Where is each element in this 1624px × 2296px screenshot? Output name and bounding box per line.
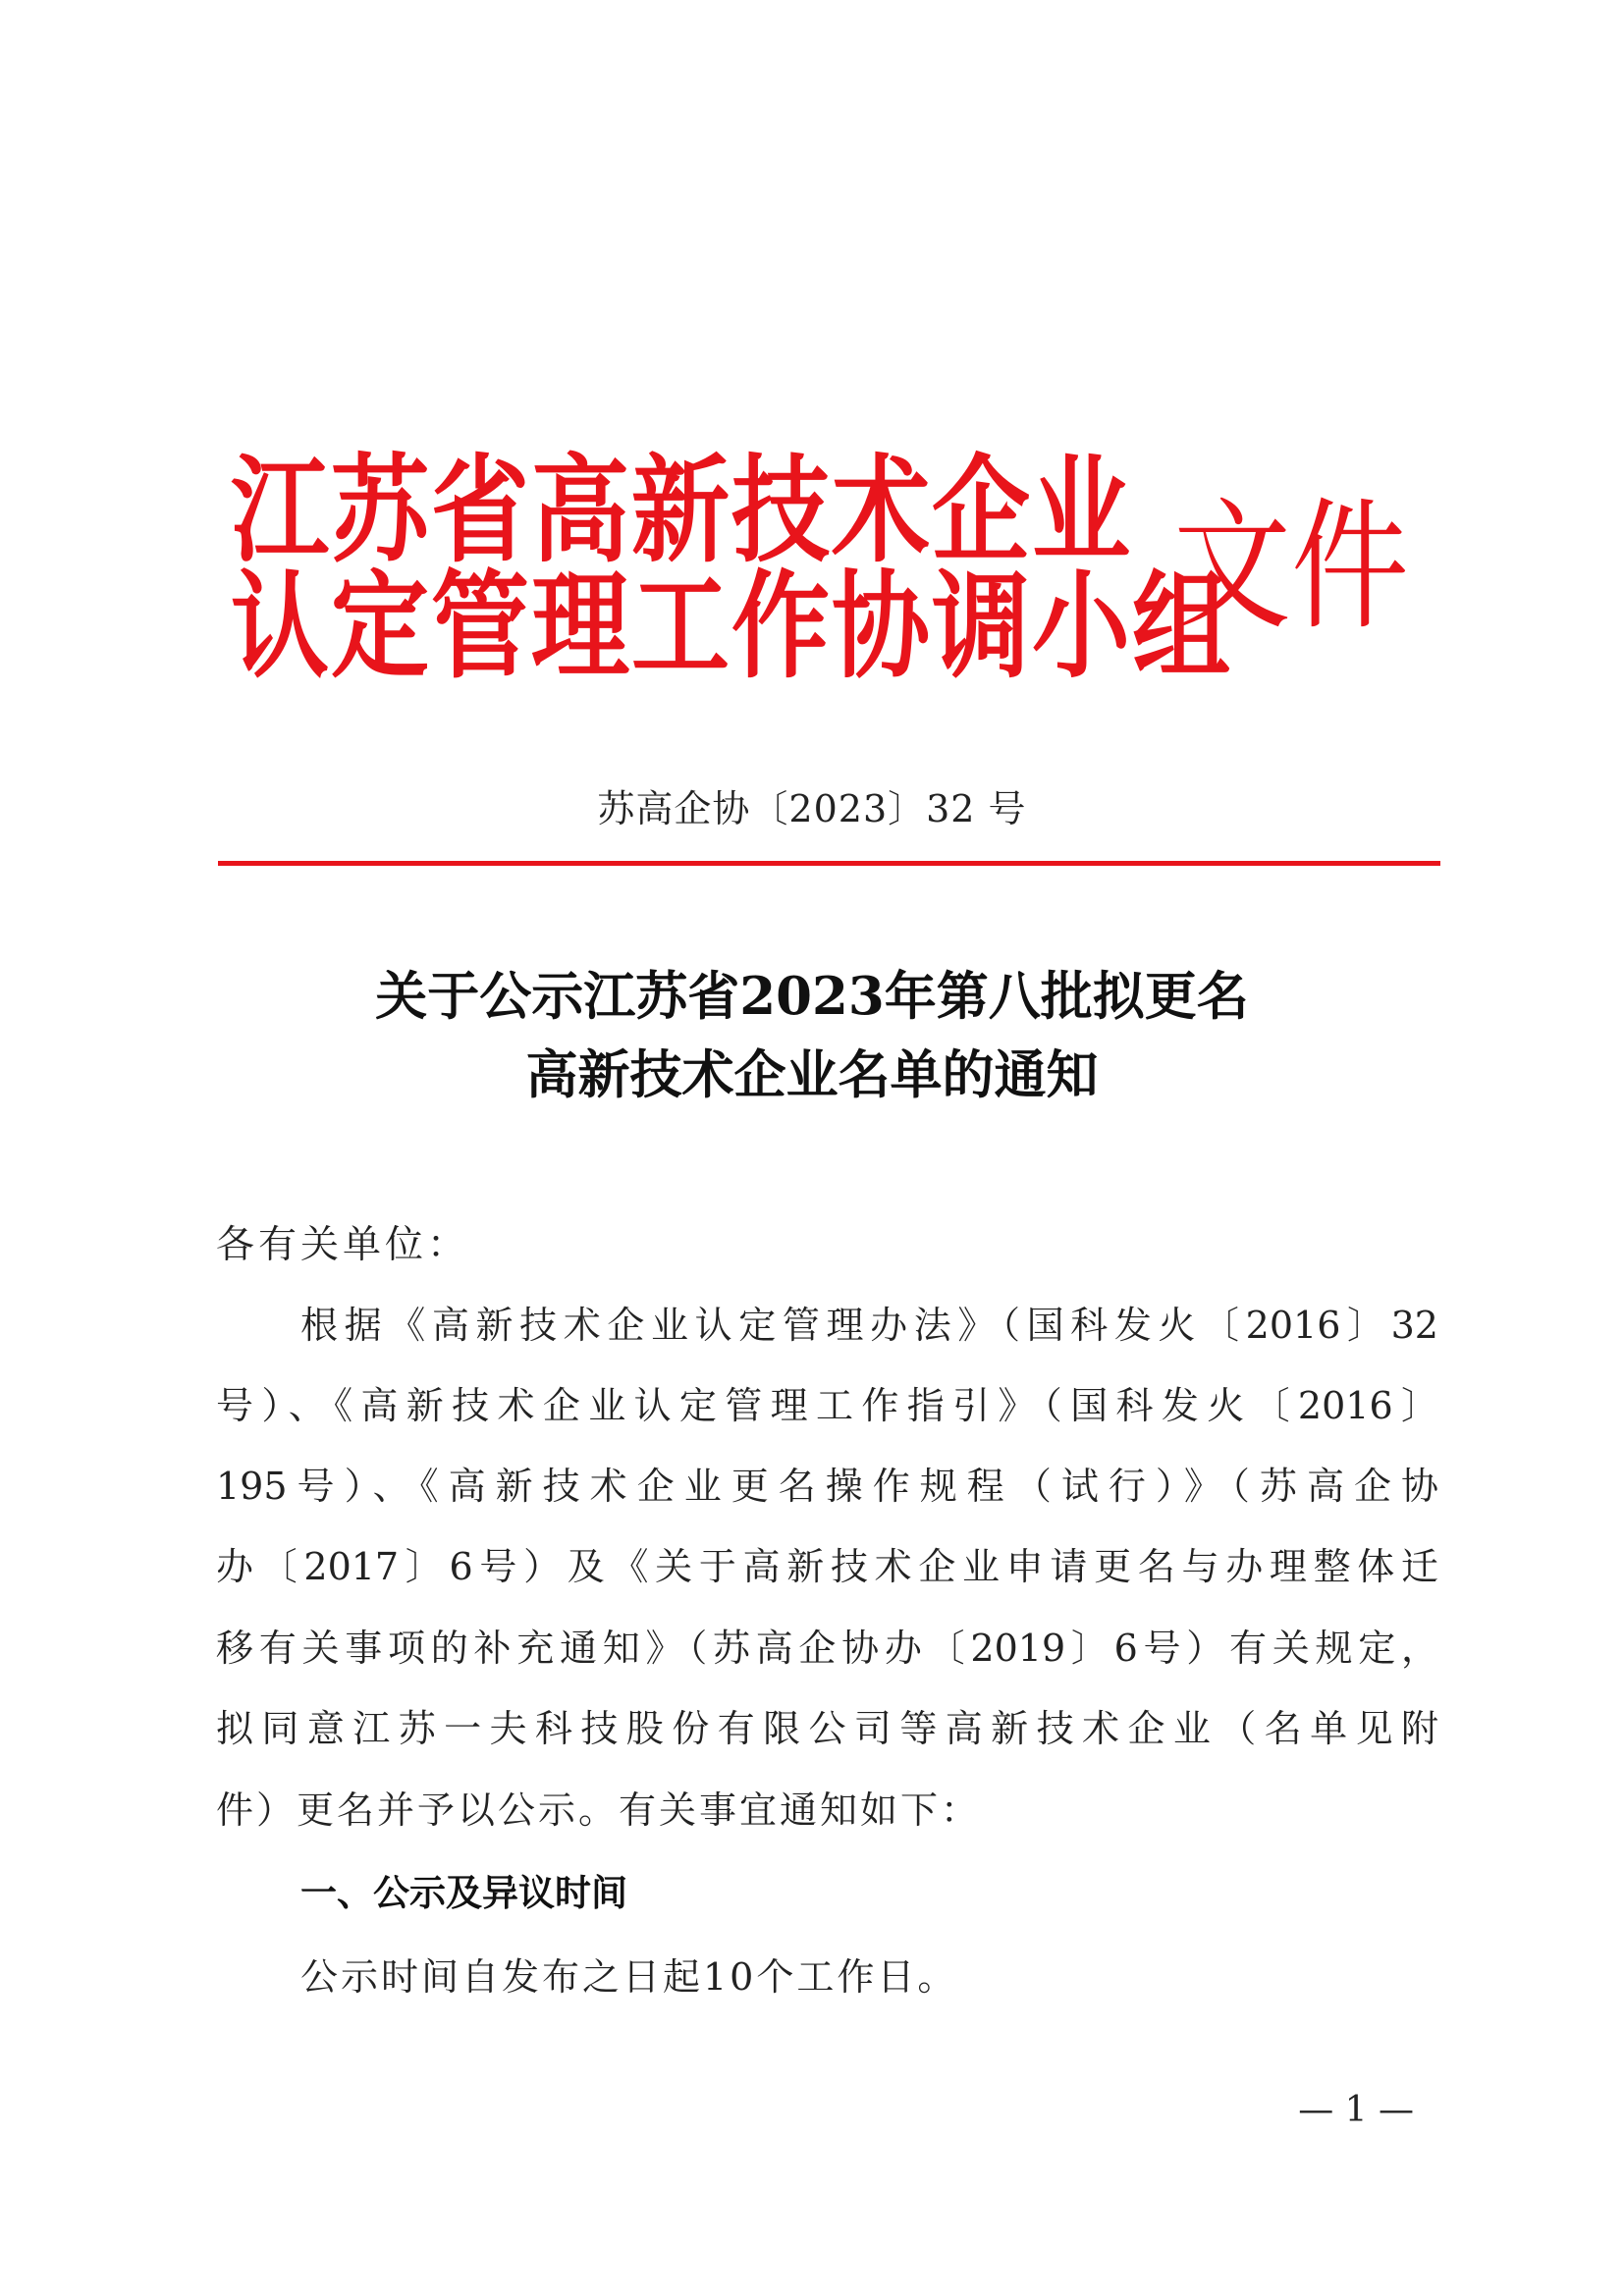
document-number: 苏高企协〔2023〕32 号 <box>597 787 1027 830</box>
body-paragraph-line: 号）、《高新技术企业认定管理工作指引》（国科发火〔2016〕 <box>216 1384 1438 1427</box>
notice-title-line-2: 高新技术企业名单的通知 <box>525 1044 1099 1105</box>
page-number: — 1 — <box>1298 2090 1414 2130</box>
notice-title <box>0 957 1624 1114</box>
body-paragraph-line: 移有关事项的补充通知》（苏高企协办〔2019〕6号）有关规定， <box>216 1627 1438 1670</box>
notice-title-line-1: 关于公示江苏省2023年第八批拟更名 <box>375 966 1249 1027</box>
body-paragraph-line: 拟同意江苏一夫科技股份有限公司等高新技术企业（名单见附 <box>216 1707 1438 1750</box>
body-paragraph-line: 根据《高新技术企业认定管理办法》（国科发火〔2016〕32 <box>300 1304 1438 1347</box>
body-paragraph-line: 办〔2017〕6号）及《关于高新技术企业申请更名与办理整体迁 <box>216 1545 1438 1588</box>
section-heading: 一、公示及异议时间 <box>300 1872 627 1914</box>
section-text: 公示时间自发布之日起10个工作日。 <box>300 1955 958 1999</box>
letterhead <box>231 443 1409 697</box>
document-type-label: 文件 <box>1173 486 1409 650</box>
issuing-organization <box>231 443 1232 695</box>
body-paragraph-line: 件）更名并予以公示。有关事宜通知如下： <box>216 1789 982 1832</box>
organization-name-line-2: 认定管理工作协调小组 <box>231 559 1232 695</box>
salutation: 各有关单位： <box>216 1223 470 1267</box>
body-paragraph-line: 195号）、《高新技术企业更名操作规程（试行）》（苏高企协 <box>216 1465 1438 1508</box>
red-divider-line <box>218 861 1440 866</box>
organization-name-line-1: 江苏省高新技术企业 <box>231 443 1132 579</box>
